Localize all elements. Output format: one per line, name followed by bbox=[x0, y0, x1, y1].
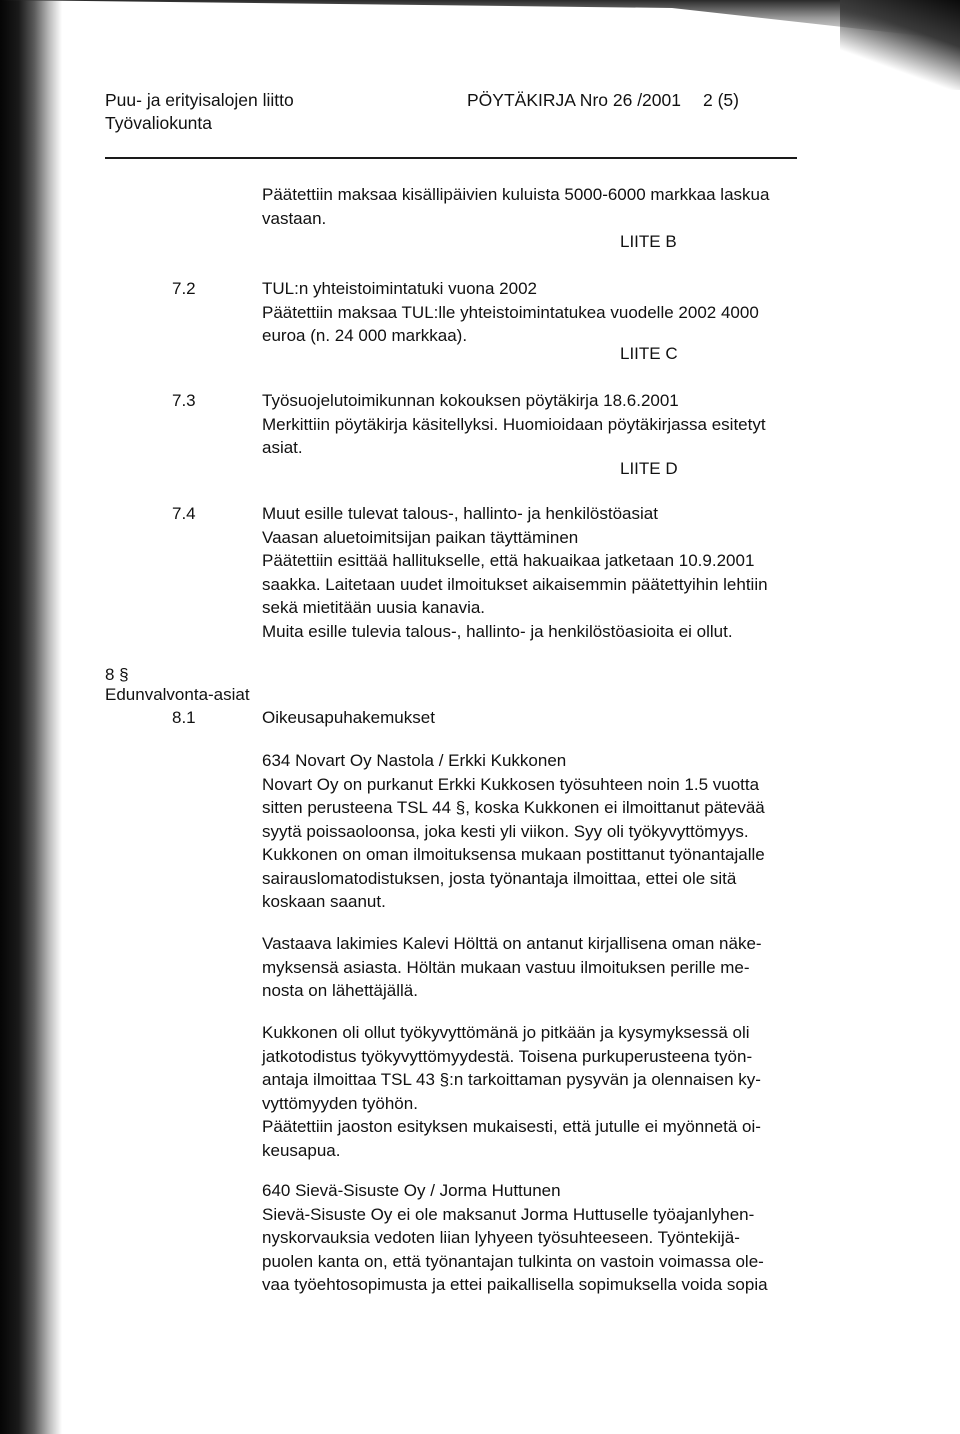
text-line: asiat. bbox=[262, 438, 303, 457]
text-line: Päätettiin maksaa kisällipäivien kuluista 5000-6000 markkaa laskua bbox=[262, 185, 770, 204]
text-line: jatkotodistus työkyvyttömyydestä. Toisena purkuperusteena työn- bbox=[262, 1046, 753, 1066]
attachment-label: LIITE D bbox=[620, 459, 678, 478]
text-line: Päätettiin jaoston esityksen mukaisesti, että jutulle ei myönnetä oi- bbox=[262, 1117, 761, 1136]
section-mark: 8 § bbox=[105, 665, 129, 684]
text-line: puolen kanta on, että työnantajan tulkinta on vastoin voimassa ole- bbox=[262, 1251, 764, 1271]
section-number: 7.3 bbox=[172, 391, 196, 410]
attachment-label: LIITE B bbox=[620, 232, 677, 251]
text-line: Vastaava lakimies Kalevi Hölttä on antanut kirjallisena oman näke- bbox=[262, 934, 762, 953]
text-line: syytä poissaoloonsa, joka kesti yli viikon. Syy oli työkyvyttömyys. bbox=[262, 821, 749, 841]
intro-paragraph bbox=[262, 183, 802, 230]
text-line: sairauslomatodistuksen, josta työnantaja ilmoittaa, ettei ole sitä bbox=[262, 868, 737, 888]
text-line: TUL:n yhteistoimintatuki vuona 2002 bbox=[262, 279, 537, 298]
case-paragraph bbox=[262, 749, 765, 914]
text-line: euroa (n. 24 000 markkaa). bbox=[262, 326, 468, 345]
scan-corner-shadow bbox=[840, 0, 960, 90]
scan-border-left bbox=[0, 0, 62, 1434]
text-line: Muita esille tulevia talous-, hallinto- ja henkilöstöasioita ei ollut. bbox=[262, 621, 733, 641]
section-body bbox=[262, 277, 802, 348]
section-body bbox=[262, 389, 802, 460]
committee-name: Työvaliokunta bbox=[105, 113, 213, 133]
page-number: 2 (5) bbox=[703, 90, 739, 110]
text-line: nosta on lähettäjällä. bbox=[262, 981, 418, 1000]
text-line: keusapua. bbox=[262, 1140, 341, 1160]
text-line: vastaan. bbox=[262, 208, 327, 228]
text-line: nyskorvauksia vedoten liian lyhyeen työsuhteeseen. Työntekijä- bbox=[262, 1228, 740, 1247]
text-line: Muut esille tulevat talous-, hallinto- ja henkilöstöasiat bbox=[262, 504, 658, 523]
text-line: vaa työehtosopimusta ja ettei paikallisella sopimuksella voida sopia bbox=[262, 1275, 768, 1294]
text-line: Päätettiin maksaa TUL:lle yhteistoimintatukea vuodelle 2002 4000 bbox=[262, 302, 759, 322]
section-number: 7.4 bbox=[172, 504, 196, 523]
scan-border-top bbox=[0, 0, 960, 40]
text-line: Vaasan aluetoimitsijan paikan täyttäminen bbox=[262, 527, 579, 547]
subsection-title: Oikeusapuhakemukset bbox=[262, 708, 435, 727]
text-line: Päätettiin esittää hallitukselle, että hakuaikaa jatketaan 10.9.2001 bbox=[262, 551, 755, 570]
text-line: myksensä asiasta. Höltän mukaan vastuu ilmoituksen perille me- bbox=[262, 957, 750, 977]
text-line: sitten perusteena TSL 44 §, koska Kukkonen ei ilmoittanut pätevää bbox=[262, 798, 765, 817]
text-line: koskaan saanut. bbox=[262, 892, 386, 911]
text-line: Sievä-Sisuste Oy ei ole maksanut Jorma Huttuselle työajanlyhen- bbox=[262, 1204, 755, 1224]
text-line: 634 Novart Oy Nastola / Erkki Kukkonen bbox=[262, 751, 567, 770]
text-line: antaja ilmoittaa TSL 43 §:n tarkoittaman pysyvän ja olennaisen ky- bbox=[262, 1070, 761, 1089]
case-paragraph bbox=[262, 1021, 761, 1162]
text-line: Kukkonen oli ollut työkyvyttömänä jo pitkään ja kysymyksessä oli bbox=[262, 1023, 750, 1042]
case-paragraph bbox=[262, 932, 762, 1003]
text-line: 640 Sievä-Sisuste Oy / Jorma Huttunen bbox=[262, 1181, 561, 1200]
section-number: 7.2 bbox=[172, 279, 196, 298]
text-line: vyttömyyden työhön. bbox=[262, 1093, 418, 1113]
text-line: Työsuojelutoimikunnan kokouksen pöytäkirja 18.6.2001 bbox=[262, 391, 679, 410]
section-title: Edunvalvonta-asiat bbox=[105, 685, 250, 704]
document-title: PÖYTÄKIRJA Nro 26 /2001 bbox=[467, 90, 681, 110]
text-line: Merkittiin pöytäkirja käsitellyksi. Huomioidaan pöytäkirjassa esitetyt bbox=[262, 414, 766, 434]
section-body bbox=[262, 502, 802, 643]
text-line: Novart Oy on purkanut Erkki Kukkosen työsuhteen noin 1.5 vuotta bbox=[262, 774, 760, 794]
header-rule bbox=[105, 157, 797, 159]
org-name: Puu- ja erityisalojen liitto bbox=[105, 90, 294, 110]
text-line: sekä mietitään uusia kanavia. bbox=[262, 598, 486, 617]
attachment-label: LIITE C bbox=[620, 344, 678, 363]
case-paragraph bbox=[262, 1179, 768, 1297]
text-line: saakka. Laitetaan uudet ilmoitukset aikaisemmin päätettyihin lehtiin bbox=[262, 574, 768, 594]
subsection-number: 8.1 bbox=[172, 708, 196, 727]
text-line: Kukkonen on oman ilmoituksensa mukaan postittanut työnantajalle bbox=[262, 845, 765, 864]
